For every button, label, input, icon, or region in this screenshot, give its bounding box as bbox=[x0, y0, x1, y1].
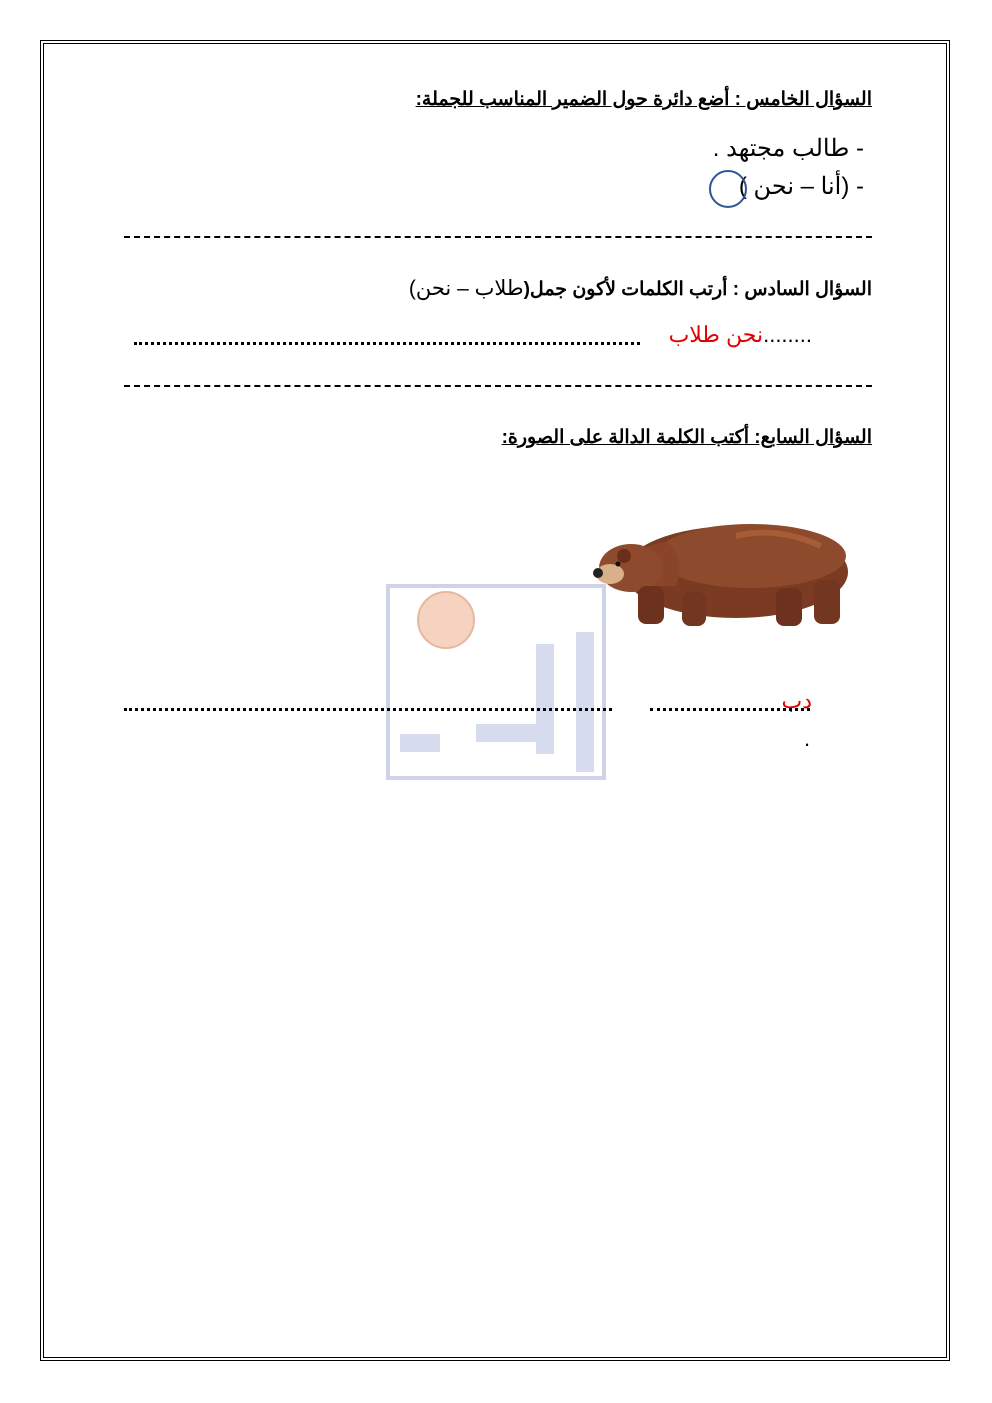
question-6-words: طلاب – نحن) bbox=[408, 277, 524, 300]
question-7-title: السؤال السابع: أكتب الكلمة الدالة على الصورة: bbox=[501, 427, 872, 448]
dots-start: ........ bbox=[763, 322, 812, 347]
question-7-dots-right bbox=[650, 708, 810, 711]
question-5-choices: - (أنا – نحن ) bbox=[738, 173, 864, 200]
separator-1 bbox=[124, 236, 872, 238]
question-6-title bbox=[409, 276, 872, 301]
watermark-logo bbox=[386, 584, 606, 780]
answer-circle bbox=[709, 170, 747, 208]
question-6-title-bold: السؤال السادس : أرتب الكلمات لأكون جمل( bbox=[523, 279, 872, 300]
question-7-dotted-line bbox=[124, 708, 612, 711]
question-7-end-dot: . bbox=[804, 726, 811, 751]
question-7-answer: دب bbox=[781, 688, 812, 713]
question-5-sentence: - طالب مجتهد . bbox=[712, 135, 864, 162]
question-5-title: السؤال الخامس : أضع دائرة حول الضمير المناسب للجملة: bbox=[415, 89, 872, 110]
bear-image bbox=[586, 516, 854, 632]
question-6-dotted-line bbox=[134, 342, 640, 345]
question-6-answer: نحن طلاب bbox=[668, 322, 764, 347]
separator-2 bbox=[124, 385, 872, 387]
question-6-answer-line bbox=[669, 322, 812, 348]
